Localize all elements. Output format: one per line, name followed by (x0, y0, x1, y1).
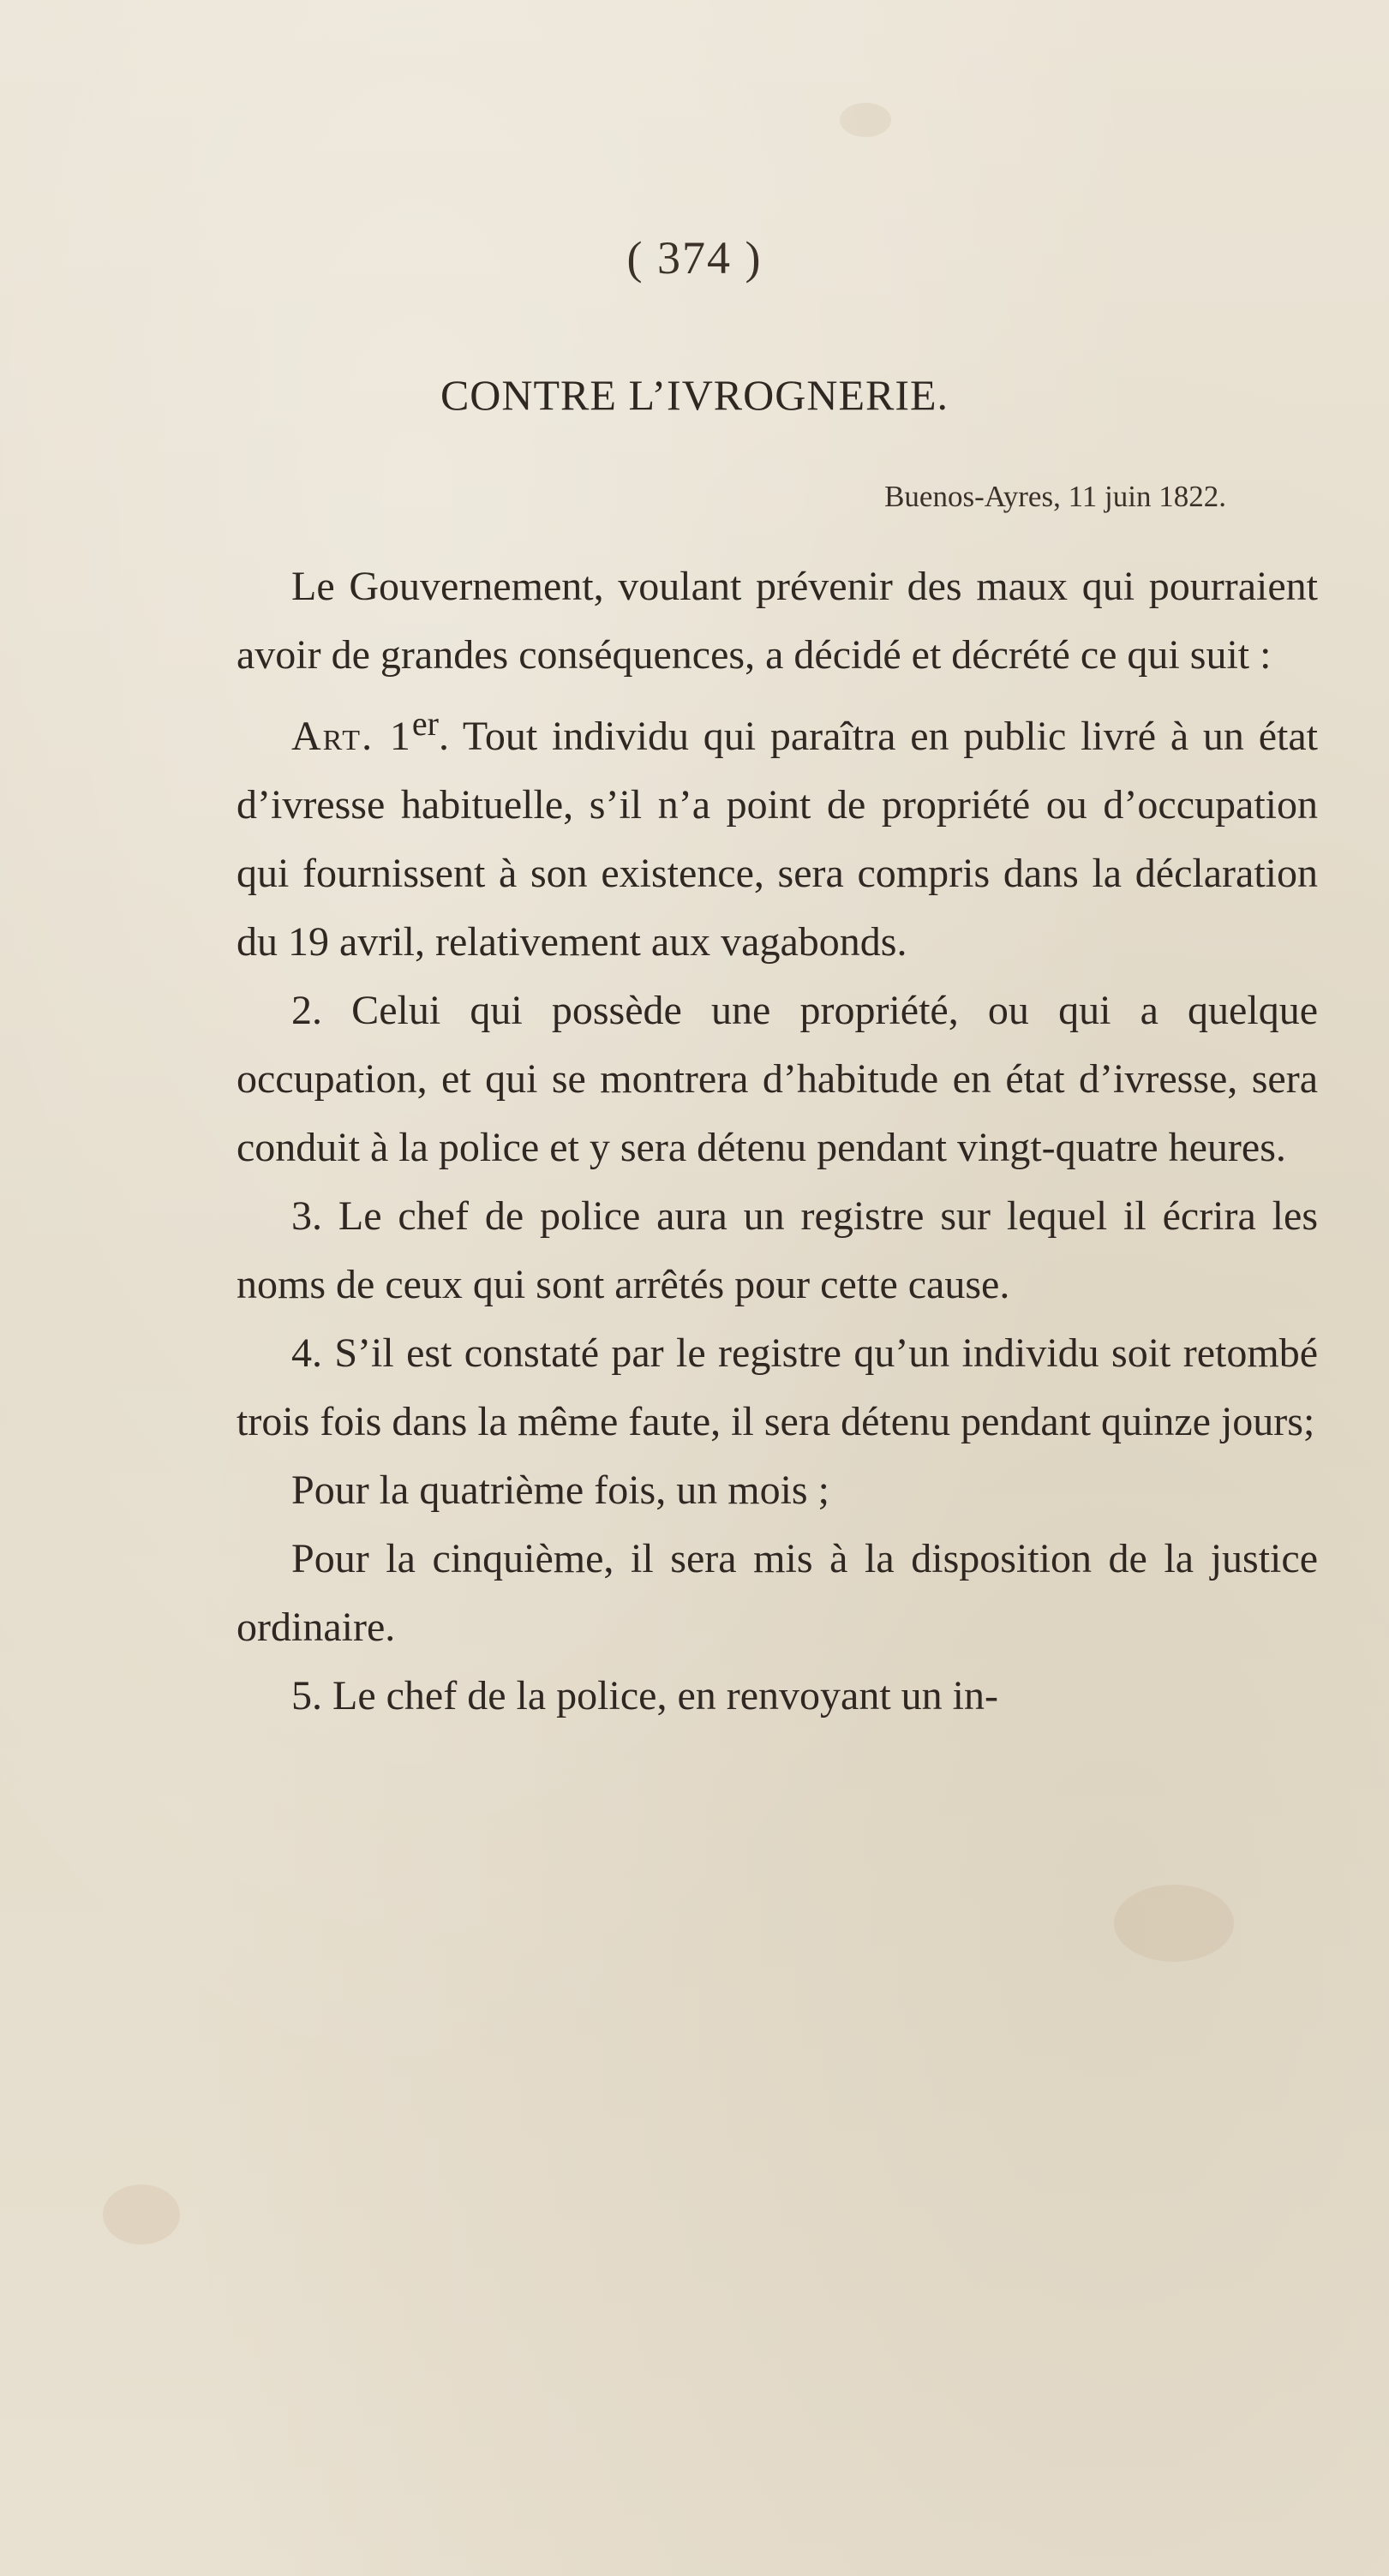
paragraph-article-1 (236, 690, 1318, 977)
paragraph-text: Le Gouvernement, voulant prévenir des maux qui pourraient avoir de grandes conséquences, a décidé et décrété ce qui suit : (236, 564, 1318, 678)
paper-stain (1114, 1885, 1234, 1962)
page-number: ( 374 ) (626, 232, 763, 284)
article-lead-superscript: er (411, 704, 439, 743)
dateline: Buenos-Ayres, 11 juin 1822. (884, 480, 1226, 513)
paper-stain (103, 2185, 180, 2244)
section-title: CONTRE L’IVROGNERIE. (440, 371, 949, 419)
paragraph-preamble (236, 553, 1318, 690)
paragraph-article-4 (236, 1319, 1318, 1456)
paragraph-text: Pour la quatrième fois, un mois ; (291, 1467, 829, 1513)
paragraph-article-2 (236, 977, 1318, 1182)
paragraph-text: 3. Le chef de police aura un registre sur lequel il écrira les noms de ceux qui sont arrêtés pour cette cause. (236, 1193, 1318, 1307)
body-text (236, 553, 1318, 1730)
article-lead: Art. 1 (291, 714, 412, 759)
paragraph-article-3 (236, 1182, 1318, 1319)
paragraph-text: 5. Le chef de la police, en renvoyant un in- (291, 1673, 998, 1718)
paragraph-text: 4. S’il est constaté par le registre qu’un individu soit retombé trois fois dans la même faute, il sera détenu pendant quinze jours; (236, 1330, 1318, 1444)
paragraph-text: . Tout individu qui paraîtra en public livré à un état d’ivresse habituelle, s’il n’a point de propriété ou d’occupation qui fournissent à son existence, sera compris dans la déclaration du 19 avril, relativement aux vagabonds. (236, 714, 1318, 965)
paragraph-article-5 (236, 1662, 1318, 1730)
paragraph-fifth-time (236, 1525, 1318, 1662)
paragraph-text: 2. Celui qui possède une propriété, ou qui a quelque occupation, et qui se montrera d’habitude en état d’ivresse, sera conduit à la police et y sera détenu pendant vingt-quatre heures. (236, 988, 1318, 1170)
paper-stain (840, 103, 891, 137)
paragraph-text: Pour la cinquième, il sera mis à la disposition de la justice ordinaire. (236, 1536, 1318, 1650)
paragraph-fourth-time (236, 1456, 1318, 1525)
